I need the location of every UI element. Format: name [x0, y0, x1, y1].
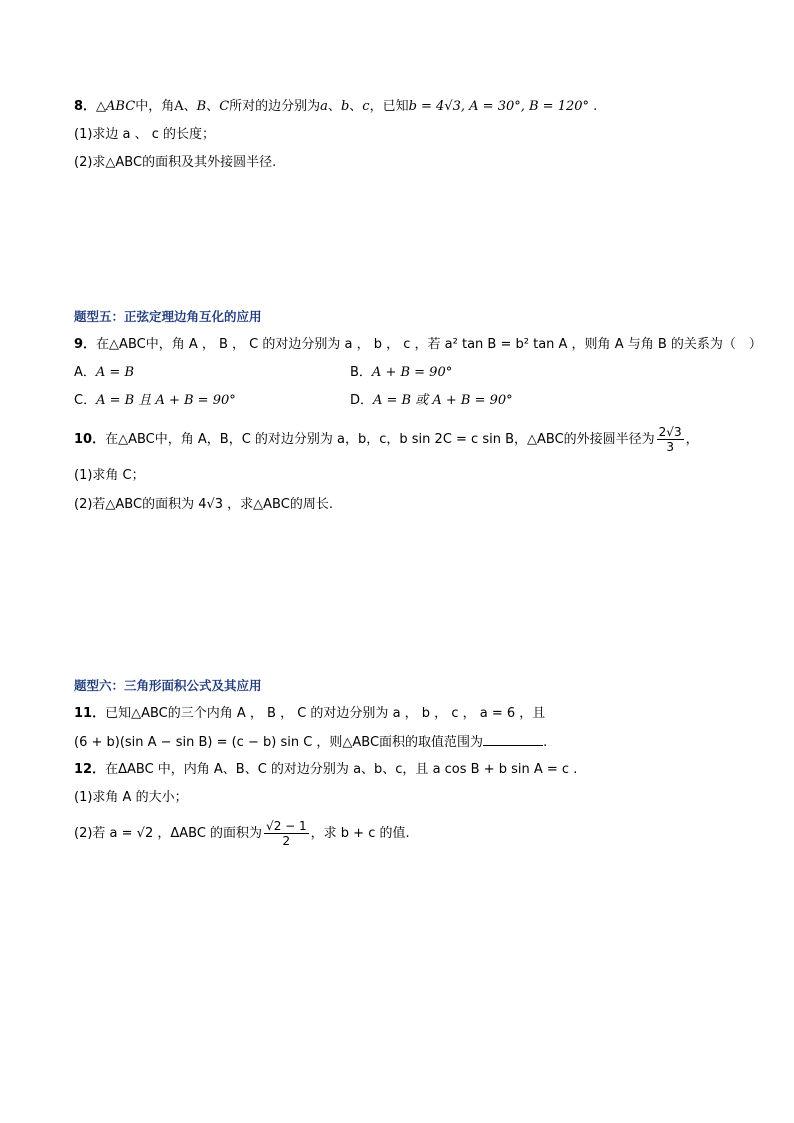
- q8-stem: 8．△ABC中，角A、B、C所对的边分别为a、b、c，已知b = 4√3, A = 30°, B = 120° .: [74, 99, 598, 114]
- q12-sub2: (2)若 a = √2 ，ΔABC 的面积为 $\frac{√2 - 1}{2}$ ，求 b + c 的值.: [74, 819, 410, 848]
- q9-option-c[interactable]: C．A = B 且 A + B = 90°: [74, 393, 236, 408]
- q9-option-d[interactable]: D．A = B 或 A + B = 90°: [350, 393, 513, 408]
- q11-line2: (6 + b)(sin A − sin B) = (c − b) sin C ，则△ABC面积的取值范围为 .: [74, 735, 548, 750]
- q9-stem-text: 在△ABC中，角 A ， B ， C 的对边分别为 a ， b ， c ，若 a² tan B = b² tan A ，则角 A 与角 B 的关系为（ ）: [96, 337, 762, 352]
- q10-stem-text: 在△ABC中，角 A，B，C 的对边分别为 a，b，c，b sin 2C = c sin B，△ABC的外接圆半径为: [105, 432, 655, 447]
- q9-option-a[interactable]: A．A = B: [74, 365, 135, 380]
- q12-sub1: (1)求角 A 的大小；: [74, 790, 188, 805]
- q12-area-fraction: $\frac{√2 - 1}{2}$: [266, 819, 307, 848]
- section-6-title: 题型六：三角形面积公式及其应用: [74, 678, 262, 693]
- section-5-title: 题型五：正弦定理边角互化的应用: [74, 309, 262, 324]
- q10-radius-fraction: $\frac{2√3}{3}$: [658, 425, 682, 454]
- q9-stem: 9．在△ABC中，角 A ， B ， C 的对边分别为 a ， b ， c ，若 a² tan B = b² tan A ，则角 A 与角 B 的关系为（ ）: [74, 337, 762, 352]
- q12-stem: 12．在ΔABC 中，内角 A、B、C 的对边分别为 a、b、c，且 a cos B + b sin A = c .: [74, 762, 578, 777]
- q10-sub2: (2)若△ABC的面积为 4√3 ，求△ABC的周长.: [74, 497, 333, 512]
- q10-stem: 10．在△ABC中，角 A，B，C 的对边分别为 a，b，c，b sin 2C = c sin B，△ABC的外接圆半径为 $\frac{2√3}{3}$ ，: [74, 425, 699, 454]
- q8-sub2: (2)求△ABC的面积及其外接圆半径.: [74, 155, 277, 170]
- q8-sub1: (1)求边 a 、 c 的长度；: [74, 127, 216, 142]
- q10-sub1: (1)求角 C；: [74, 468, 145, 483]
- q8-stem-text: △ABC中，角A、B、C所对的边分别为a、b、c，已知b = 4√3, A = 30°, B = 120° .: [96, 99, 598, 114]
- q11-answer-blank[interactable]: [483, 733, 543, 746]
- q11-line1: 11．已知△ABC的三个内角 A ， B ， C 的对边分别为 a ， b ， c ， a = 6 ，且: [74, 706, 546, 721]
- q9-option-b[interactable]: B．A + B = 90°: [350, 365, 453, 380]
